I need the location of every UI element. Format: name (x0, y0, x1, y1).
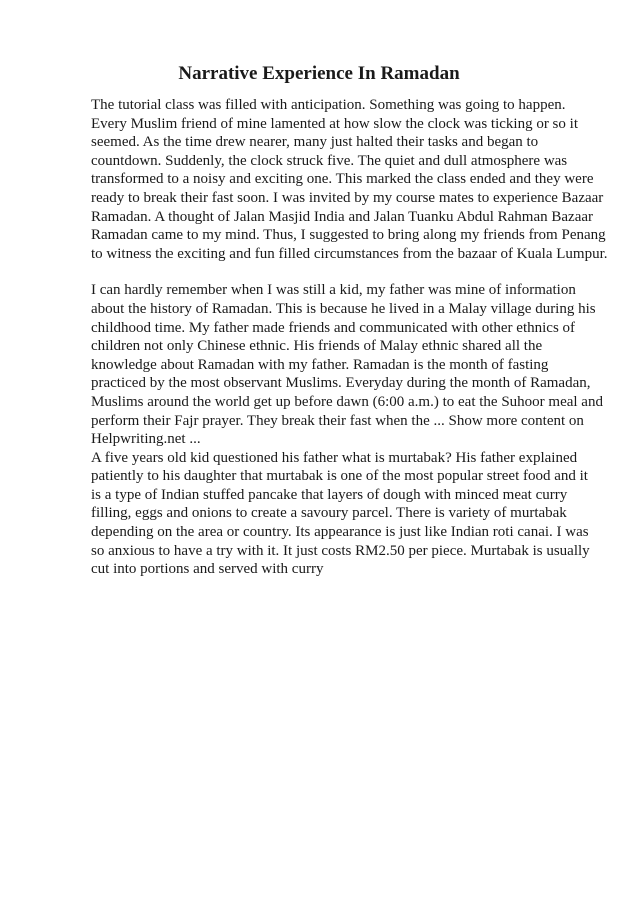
text-line: Muslims around the world get up before dawn (6:00 a.m.) to eat the Suhoor meal and (91, 393, 603, 410)
paragraph-2 (91, 281, 601, 448)
text-line: Helpwriting.net ... (91, 431, 201, 448)
text-line: The tutorial class was filled with anticipation. Something was going to happen. (91, 97, 566, 113)
text-line: transformed to a noisy and exciting one. This marked the class ended and they were (91, 171, 594, 188)
text-line: Ramadan came to my mind. Thus, I suggested to bring along my friends from Penang (91, 227, 606, 244)
text-line: to witness the exciting and fun filled circumstances from the bazaar of Kuala Lumpur. (91, 245, 608, 262)
text-line: is a type of Indian stuffed pancake that layers of dough with minced meat curry (91, 486, 568, 503)
paragraph-spacer (91, 263, 601, 281)
paragraph-1 (91, 96, 608, 263)
paragraph-3 (91, 449, 601, 579)
text-line: Every Muslim friend of mine lamented at how slow the clock was ticking or so it (91, 115, 578, 132)
text-line: seemed. As the time drew nearer, many just halted their tasks and began to (91, 134, 539, 151)
text-line: childhood time. My father made friends and communicated with other ethnics of (91, 319, 576, 336)
text-line: patiently to his daughter that murtabak is one of the most popular street food and it (91, 468, 588, 485)
text-line: so anxious to have a try with it. It just costs RM2.50 per piece. Murtabak is usually (91, 542, 590, 559)
text-line: filling, eggs and onions to create a savoury parcel. There is variety of murtabak (91, 505, 567, 522)
text-line: perform their Fajr prayer. They break their fast when the ... Show more content on (91, 412, 584, 429)
text-line: A five years old kid questioned his father what is murtabak? His father explained (91, 449, 578, 466)
text-line: countdown. Suddenly, the clock struck five. The quiet and dull atmosphere was (91, 152, 568, 169)
text-line: practiced by the most observant Muslims. Everyday during the month of Ramadan, (91, 375, 591, 392)
document-body (91, 96, 608, 579)
text-line: cut into portions and served with curry (91, 561, 324, 578)
document-title: Narrative Experience In Ramadan (178, 63, 460, 84)
text-line: about the history of Ramadan. This is because he lived in a Malay village during his (91, 300, 596, 317)
text-line: depending on the area or country. Its appearance is just like Indian roti canai. I was (91, 524, 589, 541)
text-line: knowledge about Ramadan with my father. Ramadan is the month of fasting (91, 356, 549, 373)
text-line: ready to break their fast soon. I was invited by my course mates to experience Bazaar (91, 189, 604, 206)
text-line: I can hardly remember when I was still a kid, my father was mine of information (91, 282, 576, 299)
text-line: Ramadan. A thought of Jalan Masjid India and Jalan Tuanku Abdul Rahman Bazaar (91, 208, 594, 225)
text-line: children not only Chinese ethnic. His friends of Malay ethnic shared all the (91, 338, 543, 355)
